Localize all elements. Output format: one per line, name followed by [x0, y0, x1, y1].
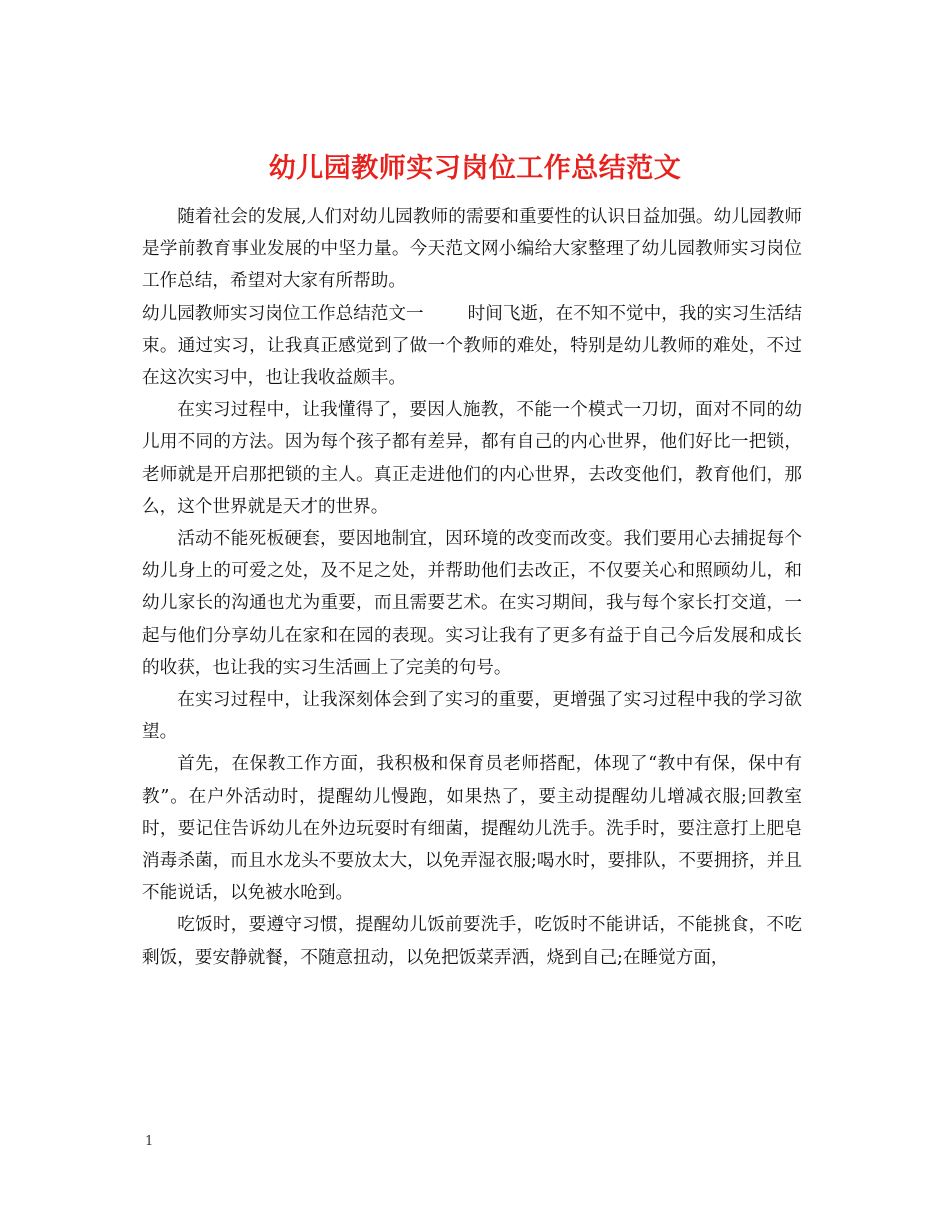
- paragraph-section-one: [142, 298, 802, 395]
- paragraph: 活动不能死板硬套，要因地制宜，因环境的改变而改变。我们要用心去捕捉每个幼儿身上的可爱之处，及不足之处，并帮助他们去改正，不仅要关心和照顾幼儿，和幼儿家长的沟通也尤为重要，而且需要艺术。在实习期间，我与每个家长打交道，一起与他们分享幼儿在家和在园的表现。实习让我有了更多有益于自己今后发展和成长的收获，也让我的实习生活画上了完美的句号。: [142, 529, 802, 678]
- paragraph: 首先，在保教工作方面，我积极和保育员老师搭配，体现了“教中有保，保中有教”。在户外活动时，提醒幼儿慢跑，如果热了，要主动提醒幼儿增减衣服;回教室时，要记住告诉幼儿在外边玩耍时有细菌，提醒幼儿洗手。洗手时，要注意打上肥皂消毒杀菌，而且水龙头不要放太大，以免弄湿衣服;喝水时，要排队，不要拥挤，并且不能说话，以免被水呛到。: [142, 754, 802, 904]
- paragraph: 在实习过程中，让我深刻体会到了实习的重要，更增强了实习过程中我的学习欲望。: [142, 690, 802, 743]
- section-heading: 幼儿园教师实习岗位工作总结范文一: [142, 303, 424, 324]
- document-body: [142, 201, 802, 974]
- document-title: 幼儿园教师实习岗位工作总结范文: [268, 153, 682, 185]
- page-number: 1: [145, 1134, 154, 1149]
- paragraph-intro: 随着社会的发展,人们对幼儿园教师的需要和重要性的认识日益加强。幼儿园教师是学前教育事业发展的中坚力量。今天范文网小编给大家整理了幼儿园教师实习岗位工作总结，希望对大家有所帮助。: [142, 207, 802, 292]
- paragraph: 吃饭时，要遵守习惯，提醒幼儿饭前要洗手，吃饭时不能讲话，不能挑食，不吃剩饭，要安静就餐，不随意扭动，以免把饭菜弄洒，烧到自己;在睡觉方面，: [142, 915, 802, 968]
- paragraph: 在实习过程中，让我懂得了，要因人施教，不能一个模式一刀切，面对不同的幼儿用不同的方法。因为每个孩子都有差异，都有自己的内心世界，他们好比一把锁，老师就是开启那把锁的主人。真正走进他们的内心世界，去改变他们，教育他们，那么，这个世界就是天才的世界。: [142, 400, 802, 517]
- paragraph-text: 时间飞逝，在不知不觉中，我的实习生活结束。通过实习，让我真正感觉到了做一个教师的难处，特别是幼儿教师的难处，不过在这次实习中，也让我收益颇丰。: [142, 303, 802, 389]
